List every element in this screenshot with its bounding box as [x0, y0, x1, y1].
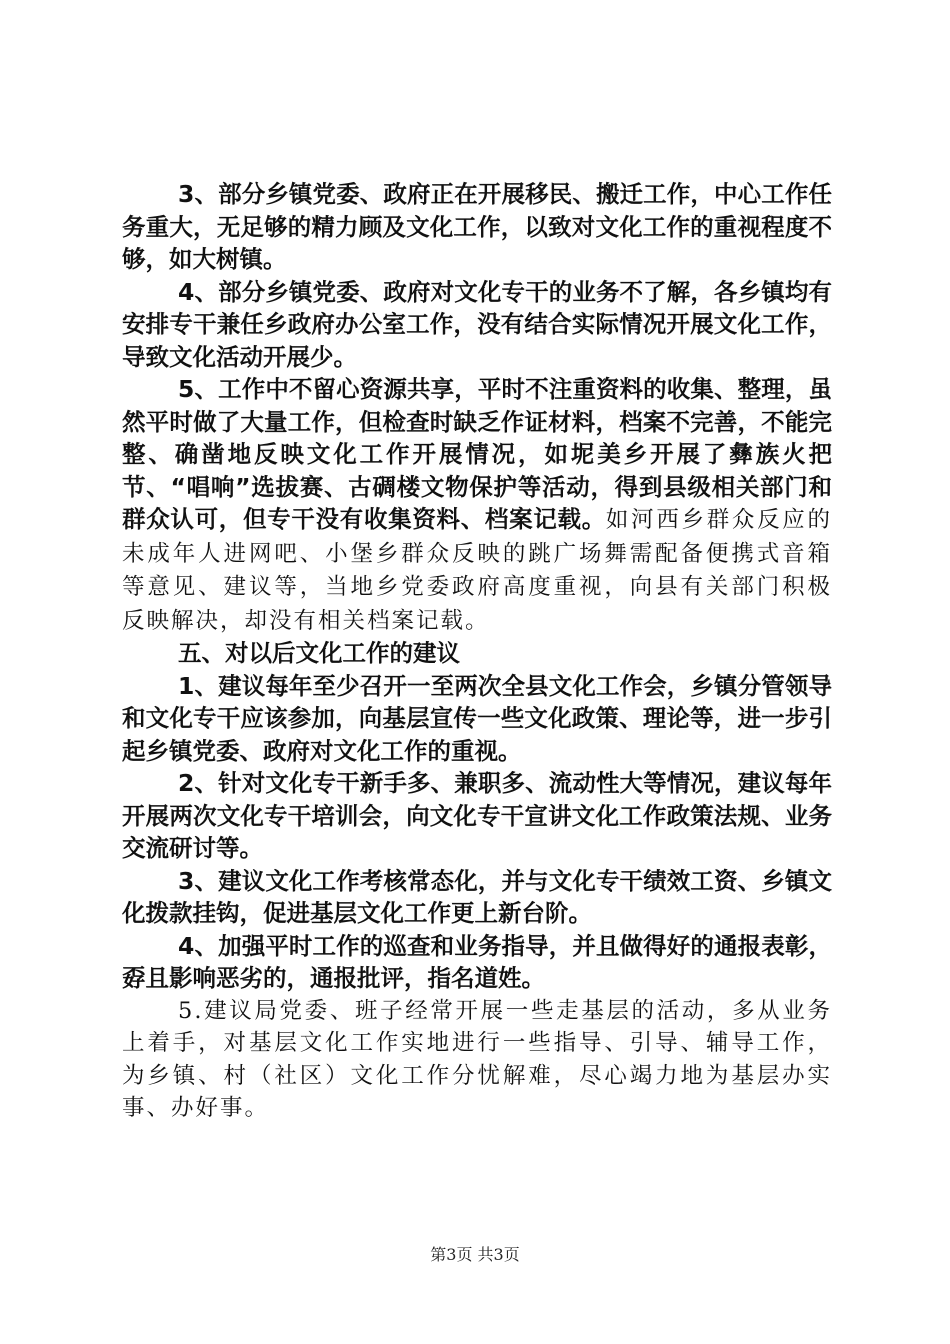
- paragraph-suggestion-4: [122, 930, 832, 995]
- paragraph-text: 4、加强平时工作的巡查和业务指导，并且做得好的通报表彰，孬且影响恶劣的，通报批评，指名道姓。: [122, 931, 832, 992]
- document-body: [122, 178, 832, 1125]
- paragraph-text: 1、建议每年至少召开一至两次全县文化工作会，乡镇分管领导和文化专干应该参加，向基层宣传一些文化政策、理论等，进一步引起乡镇党委、政府对文化工作的重视。: [122, 671, 832, 765]
- paragraph-text: 3、部分乡镇党委、政府正在开展移民、搬迁工作，中心工作任务重大，无足够的精力顾及文化工作，以致对文化工作的重视程度不够，如大树镇。: [122, 180, 832, 273]
- paragraph-text-light: 如河西乡群众反应的未成年人进网吧、小堡乡群众反映的跳广场舞需配备便携式音箱等意见、建议等，当地乡党委政府高度重视，向县有关部门积极反映解决，却没有相关档案记载。: [122, 507, 832, 634]
- paragraph-problem-4: [122, 276, 832, 374]
- paragraph-suggestion-2: [122, 767, 832, 865]
- paragraph-text: 5.建议局党委、班子经常开展一些走基层的活动，多从业务上着手，对基层文化工作实地进行一些指导、引导、辅导工作，为乡镇、村（社区）文化工作分忧解难，尽心竭力地为基层办实事、办好事。: [122, 997, 832, 1121]
- paragraph-problem-5: [122, 373, 832, 637]
- paragraph-text: 5、工作中不留心资源共享，平时不注重资料的收集、整理，虽然平时做了大量工作，但检查时缺乏作证材料，档案不完善，不能完整、确凿地反映文化工作开展情况，如坭美乡开展了彝族火把节、“唱响”选拔赛、古碉楼文物保护等活动，得到县级相关部门和群众认可，但专干没有收集资料、档案记载。: [122, 375, 832, 533]
- paragraph-problem-3: [122, 178, 832, 276]
- paragraph-suggestion-5: [122, 995, 832, 1125]
- paragraph-text: 2、针对文化专干新手多、兼职多、流动性大等情况，建议每年开展两次文化专干培训会，向文化专干宣讲文化工作政策法规、业务交流研讨等。: [122, 769, 832, 862]
- heading-text: 五、对以后文化工作的建议: [178, 639, 460, 667]
- paragraph-text: 3、建议文化工作考核常态化，并与文化专干绩效工资、乡镇文化拨款挂钩，促进基层文化工作更上新台阶。: [122, 866, 832, 927]
- section-heading-suggestions: [122, 637, 832, 670]
- paragraph-text: 4、部分乡镇党委、政府对文化专干的业务不了解，各乡镇均有安排专干兼任乡政府办公室工作，没有结合实际情况开展文化工作，导致文化活动开展少。: [122, 277, 832, 371]
- page-footer: [0, 1242, 950, 1265]
- paragraph-suggestion-1: [122, 670, 832, 768]
- paragraph-suggestion-3: [122, 865, 832, 930]
- page-number-label: 第3页 共3页: [430, 1245, 520, 1264]
